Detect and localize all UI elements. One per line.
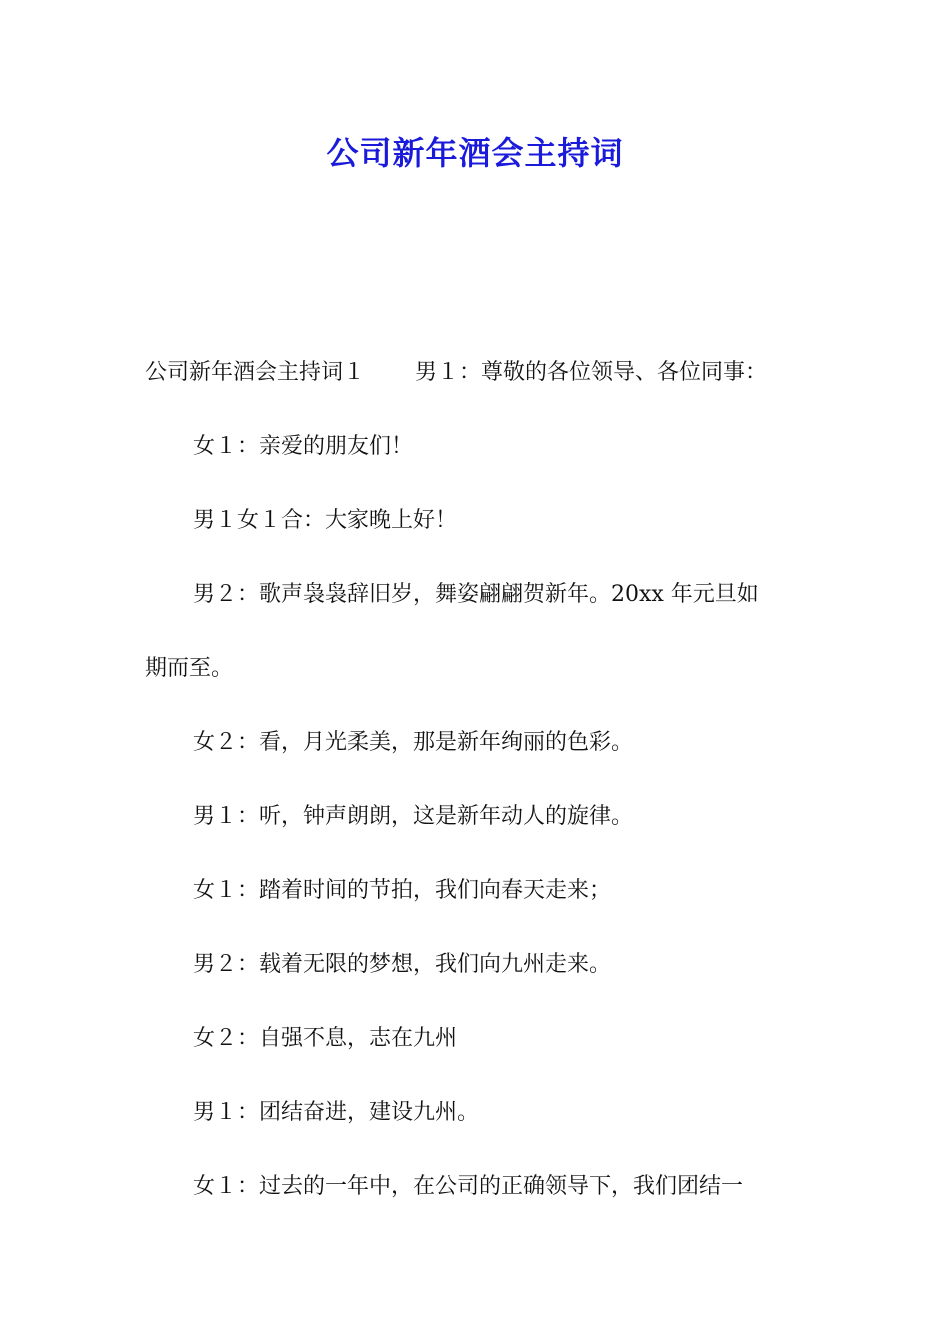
- dialogue-line: 男１女１合：大家晚上好！: [193, 508, 458, 533]
- dialogue-line: 女２：看，月光柔美，那是新年绚丽的色彩。: [193, 730, 634, 755]
- dialogue-line: 女２：自强不息，志在九州: [193, 1026, 458, 1051]
- section-heading: 公司新年酒会主持词１: [145, 360, 366, 385]
- document-title: 公司新年酒会主持词: [326, 134, 624, 172]
- dialogue-line: 男１：尊敬的各位领导、各位同事：: [415, 360, 768, 385]
- document-body: [145, 336, 810, 1224]
- first-line: [145, 336, 810, 410]
- dialogue-line: 女１：踏着时间的节拍，我们向春天走来；: [193, 878, 612, 903]
- dialogue-line: 男２：载着无限的梦想，我们向九州走来。: [193, 952, 612, 977]
- dialogue-line: 男１：听，钟声朗朗，这是新年动人的旋律。: [193, 804, 634, 829]
- dialogue-line: 男１：团结奋进，建设九州。: [193, 1100, 480, 1125]
- dialogue-line: 女１：亲爱的朋友们！: [193, 434, 414, 459]
- dialogue-line: 女１：过去的一年中，在公司的正确领导下，我们团结一: [193, 1174, 744, 1199]
- dialogue-line-continuation: 期而至。: [145, 656, 234, 681]
- dialogue-line: 男２：歌声袅袅辞旧岁，舞姿翩翩贺新年。20xx 年元旦如: [193, 582, 759, 607]
